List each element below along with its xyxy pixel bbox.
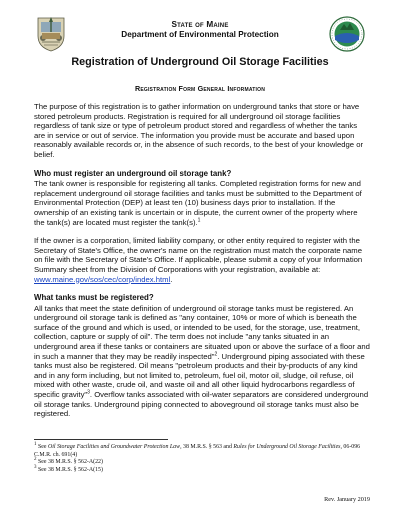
footnote-text: , 38 M.R.S. § 563 and — [180, 444, 234, 450]
footnote-law-title: Oil Storage Facilities and Groundwater Protection Law — [47, 444, 181, 450]
who-paragraph-1-text: The tank owner is responsible for registering all tanks. Completed registration forms for new and replacement underground oil storage facilities and tanks must be submitted to the Department of Environmental Protection (DEP) at least ten (10) business days prior to installation. If the ownership of an existing tank is uncertain or in dispute, the current owner of the property where the tank(s) are located must register the tank(s). — [34, 179, 362, 227]
document-subtitle: Registration Form General Information — [134, 84, 266, 93]
what-text-b: . Underground piping associated with these tanks must also be registered. Oil means "petroleum products and their by-products of any kind and in any form including, but not limited to, petroleum, fuel oil, motor oil, sludge, oil refuse, oil mixed with other waste, crude oil, and waste oil and all other liquid hydrocarbons regardless of specific gravity" — [34, 351, 365, 400]
document-title: Registration of Underground Oil Storage Facilities — [71, 56, 329, 68]
footnote-2 — [34, 459, 370, 467]
footnote-ref-3[interactable]: 3 — [87, 389, 90, 396]
who-paragraph-2 — [34, 236, 370, 284]
what-paragraph — [34, 304, 370, 419]
state-name: State of Maine — [171, 20, 229, 29]
footnote-1 — [34, 444, 370, 459]
who-paragraph-2-text: If the owner is a corporation, limited liability company, or other entity required to register with the Secretary of State's Office, the owner's name on the registration must match the corporate name on file with the Secretary of State's Office. If applicable, please submit a copy of your Information Summary sheet from the Division of Corporations with your registration, available at: — [34, 236, 363, 274]
footnote-num: 1 — [34, 442, 37, 448]
section-heading-who: Who must register an underground oil storage tank? — [34, 168, 232, 178]
footnote-num: 2 — [34, 457, 37, 463]
footnote-ref-2[interactable]: 2 — [214, 351, 218, 358]
footnote-3 — [34, 464, 370, 475]
who-paragraph-1 — [34, 179, 370, 227]
footnote-ref-1[interactable]: 1 — [197, 216, 201, 223]
footnote-text: See 38 M.R.S. § 562-A(22) — [36, 459, 103, 466]
body-text — [34, 102, 370, 428]
footnote-divider — [34, 439, 168, 440]
revision-date: Rev. January 2019 — [324, 496, 370, 503]
footnote-text: , 06-096 C.M.R. ch. 691(4) — [34, 444, 361, 458]
footnotes — [34, 444, 370, 474]
what-text-a: All tanks that meet the state definition of underground oil storage tanks must be registered. An underground oil storage tank is defined as "any container, 10% or more of which is beneath the surface of the ground and which is used, or intended to be used, for the storage, use, treatment, collection, capture or supply of oil". The term does not include "any tanks situated in an underground area if these tanks or containers are situated upon or above the surface of a floor and in such a manner that they may be readily inspected" — [34, 303, 370, 361]
footnote-rules-title: Rules for Underground Oil Storage Facilities — [233, 444, 341, 450]
footnote-text: See 38 M.R.S. § 562-A(15) — [36, 466, 103, 473]
who-paragraph-2-end: . — [170, 274, 173, 284]
what-text-c: . Overflow tanks associated with oil-water separators are considered underground oil storage tanks. Underground piping connected to aboveground oil storage tanks must also be registered. — [34, 390, 369, 419]
corp-info-link[interactable]: www.maine.gov/sos/cec/corp/index.html — [34, 274, 171, 284]
department-name: Department of Environmental Protection — [121, 30, 279, 39]
section-heading-what: What tanks must be registered? — [34, 293, 154, 303]
footnote-text: See — [36, 444, 48, 450]
footnote-num: 3 — [34, 464, 37, 470]
maine-dep-logo-icon — [329, 16, 365, 52]
intro-paragraph: The purpose of this registration is to gather information on underground tanks that store or have stored petroleum products. Registration is required for all underground oil storage facilities regardless of tank size or type of petroleum product stored and regardless of whether the tanks are in service or out of service. The information you provide must be accurate and based upon reasonably available records or, in the absence of such records, to the best of your knowledge or belief. — [34, 102, 364, 159]
